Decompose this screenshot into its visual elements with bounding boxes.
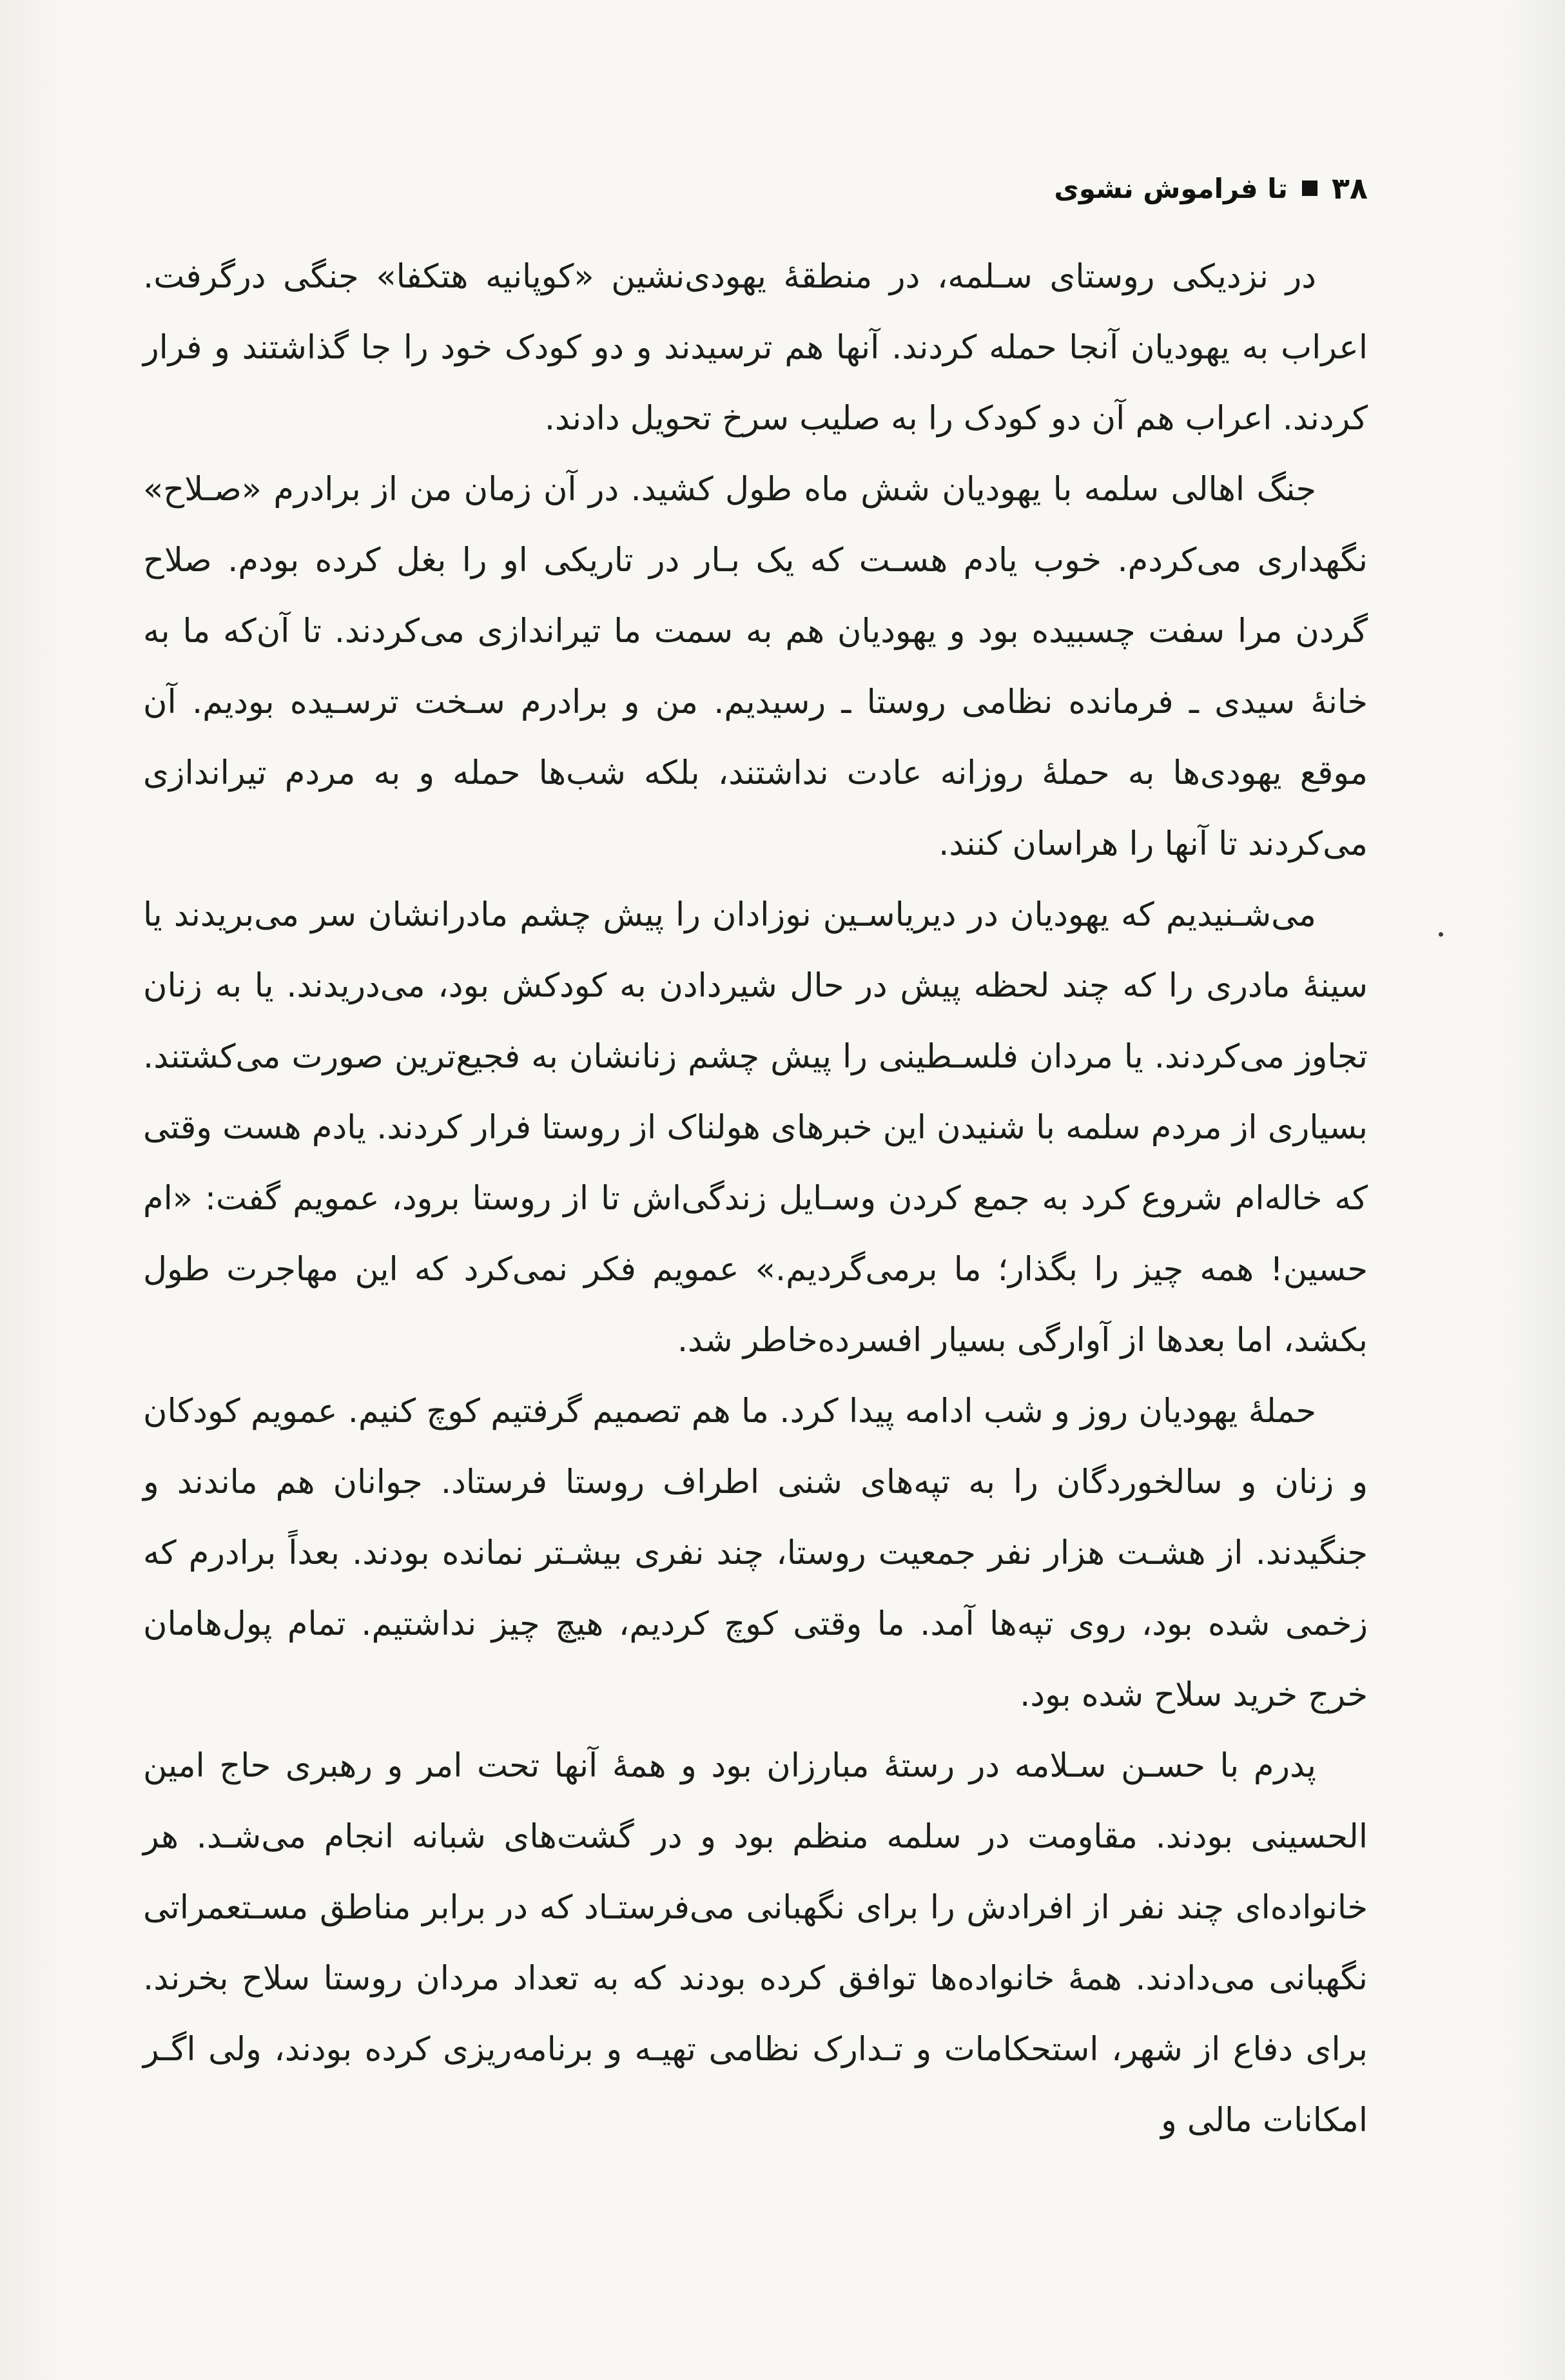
body-text: [143, 242, 1368, 2156]
book-title: تا فراموش نشوی: [1054, 172, 1288, 204]
running-head: [1054, 169, 1368, 208]
paragraph-5: پدرم با حسـن سـلامه در رستهٔ مبارزان بود و همهٔ آنها تحت امر و رهبری حاج امین الحسینی بودند. مقاومت در سلمه منظم بود و در گشت‌های شبانه انجام می‌شـد. هر خانواده‌ای چند نفر از افرادش را برای نگهبانی می‌فرستـاد که در برابر مناطق مسـتعمراتی نگهبانی می‌دادند. همهٔ خانواده‌ها توافق کرده بودند که به تعداد مردان روستا سلاح بخرند. برای دفاع از شهر، استحکامات و تـدارک نظامی تهیـه و برنامه‌ریزی کرده بودند، ولی اگـر امکانات مالی و: [143, 1747, 1368, 2140]
paragraph-2: جنگ اهالی سلمه با یهودیان شش ماه طول کشید. در آن زمان من از برادرم «صـلاح» نگهداری می‌کردم. خوب یادم هسـت که یک بـار در تاریکی او را بغل کرده بودم. صلاح گردن مرا سفت چسبیده بود و یهودیان هم به سمت ما تیراندازی می‌کردند. تا آن‌که ما به خانهٔ سیدی ـ فرمانده نظامی روستا ـ رسیدیم. من و برادرم سـخت ترسـیده بودیم. آن موقع یهودی‌ها به حملهٔ روزانه عادت نداشتند، بلکه شب‌ها حمله و به مردم تیراندازی می‌کردند تا آنها را هراسان کنند.: [143, 471, 1368, 863]
paragraph-3: می‌شـنیدیم که یهودیان در دیریاسـین نوزادان را پیش چشم مادرانشان سر می‌بریدند یا سینهٔ مادری را که چند لحظه پیش در حال شیردادن به کودکش بود، می‌دریدند. یا به زنان تجاوز می‌کردند. یا مردان فلسـطینی را پیش چشم زنانشان به فجیع‌ترین صورت می‌کشتند. بسیاری از مردم سلمه با شنیدن این خبرهای هولناک از روستا فرار کردند. یادم هست وقتی که خاله‌ام شروع کرد به جمع کردن وسـایل زندگی‌اش تا از روستا برود، عمویم گفت: «ام حسین! همه چیز را بگذار؛ ما برمی‌گردیم.» عمویم فکر نمی‌کرد که این مهاجرت طول بکشد، اما بعدها از آوارگی بسیار افسرده‌خاطر شد.: [143, 896, 1368, 1360]
page-number: ۳۸: [1331, 171, 1368, 206]
paper-speck: [1439, 932, 1443, 937]
paragraph-4: حملهٔ یهودیان روز و شب ادامه پیدا کرد. ما هم تصمیم گرفتیم کوچ کنیم. عمویم کودکان و زنان و سالخوردگان را به تپه‌های شنی اطراف روستا فرستاد. جوانان هم ماندند و جنگیدند. از هشـت هزار نفر جمعیت روستا، چند نفری بیشـتر نمانده بودند. بعداً برادرم که زخمی شده بود، روی تپه‌ها آمد. ما وقتی کوچ کردیم، هیچ چیز نداشتیم. تمام پول‌هامان خرج خرید سلاح شده بود.: [143, 1392, 1368, 1714]
paragraph-1: در نزدیکی روستای سـلمه، در منطقهٔ یهودی‌نشین «کوپانیه هتکفا» جنگی درگرفت. اعراب به یهودیان آنجا حمله کردند. آنها هم ترسیدند و دو کودک خود را جا گذاشتند و فرار کردند. اعراب هم آن دو کودک را به صلیب سرخ تحویل دادند.: [143, 258, 1368, 438]
square-bullet-icon: [1302, 180, 1317, 196]
